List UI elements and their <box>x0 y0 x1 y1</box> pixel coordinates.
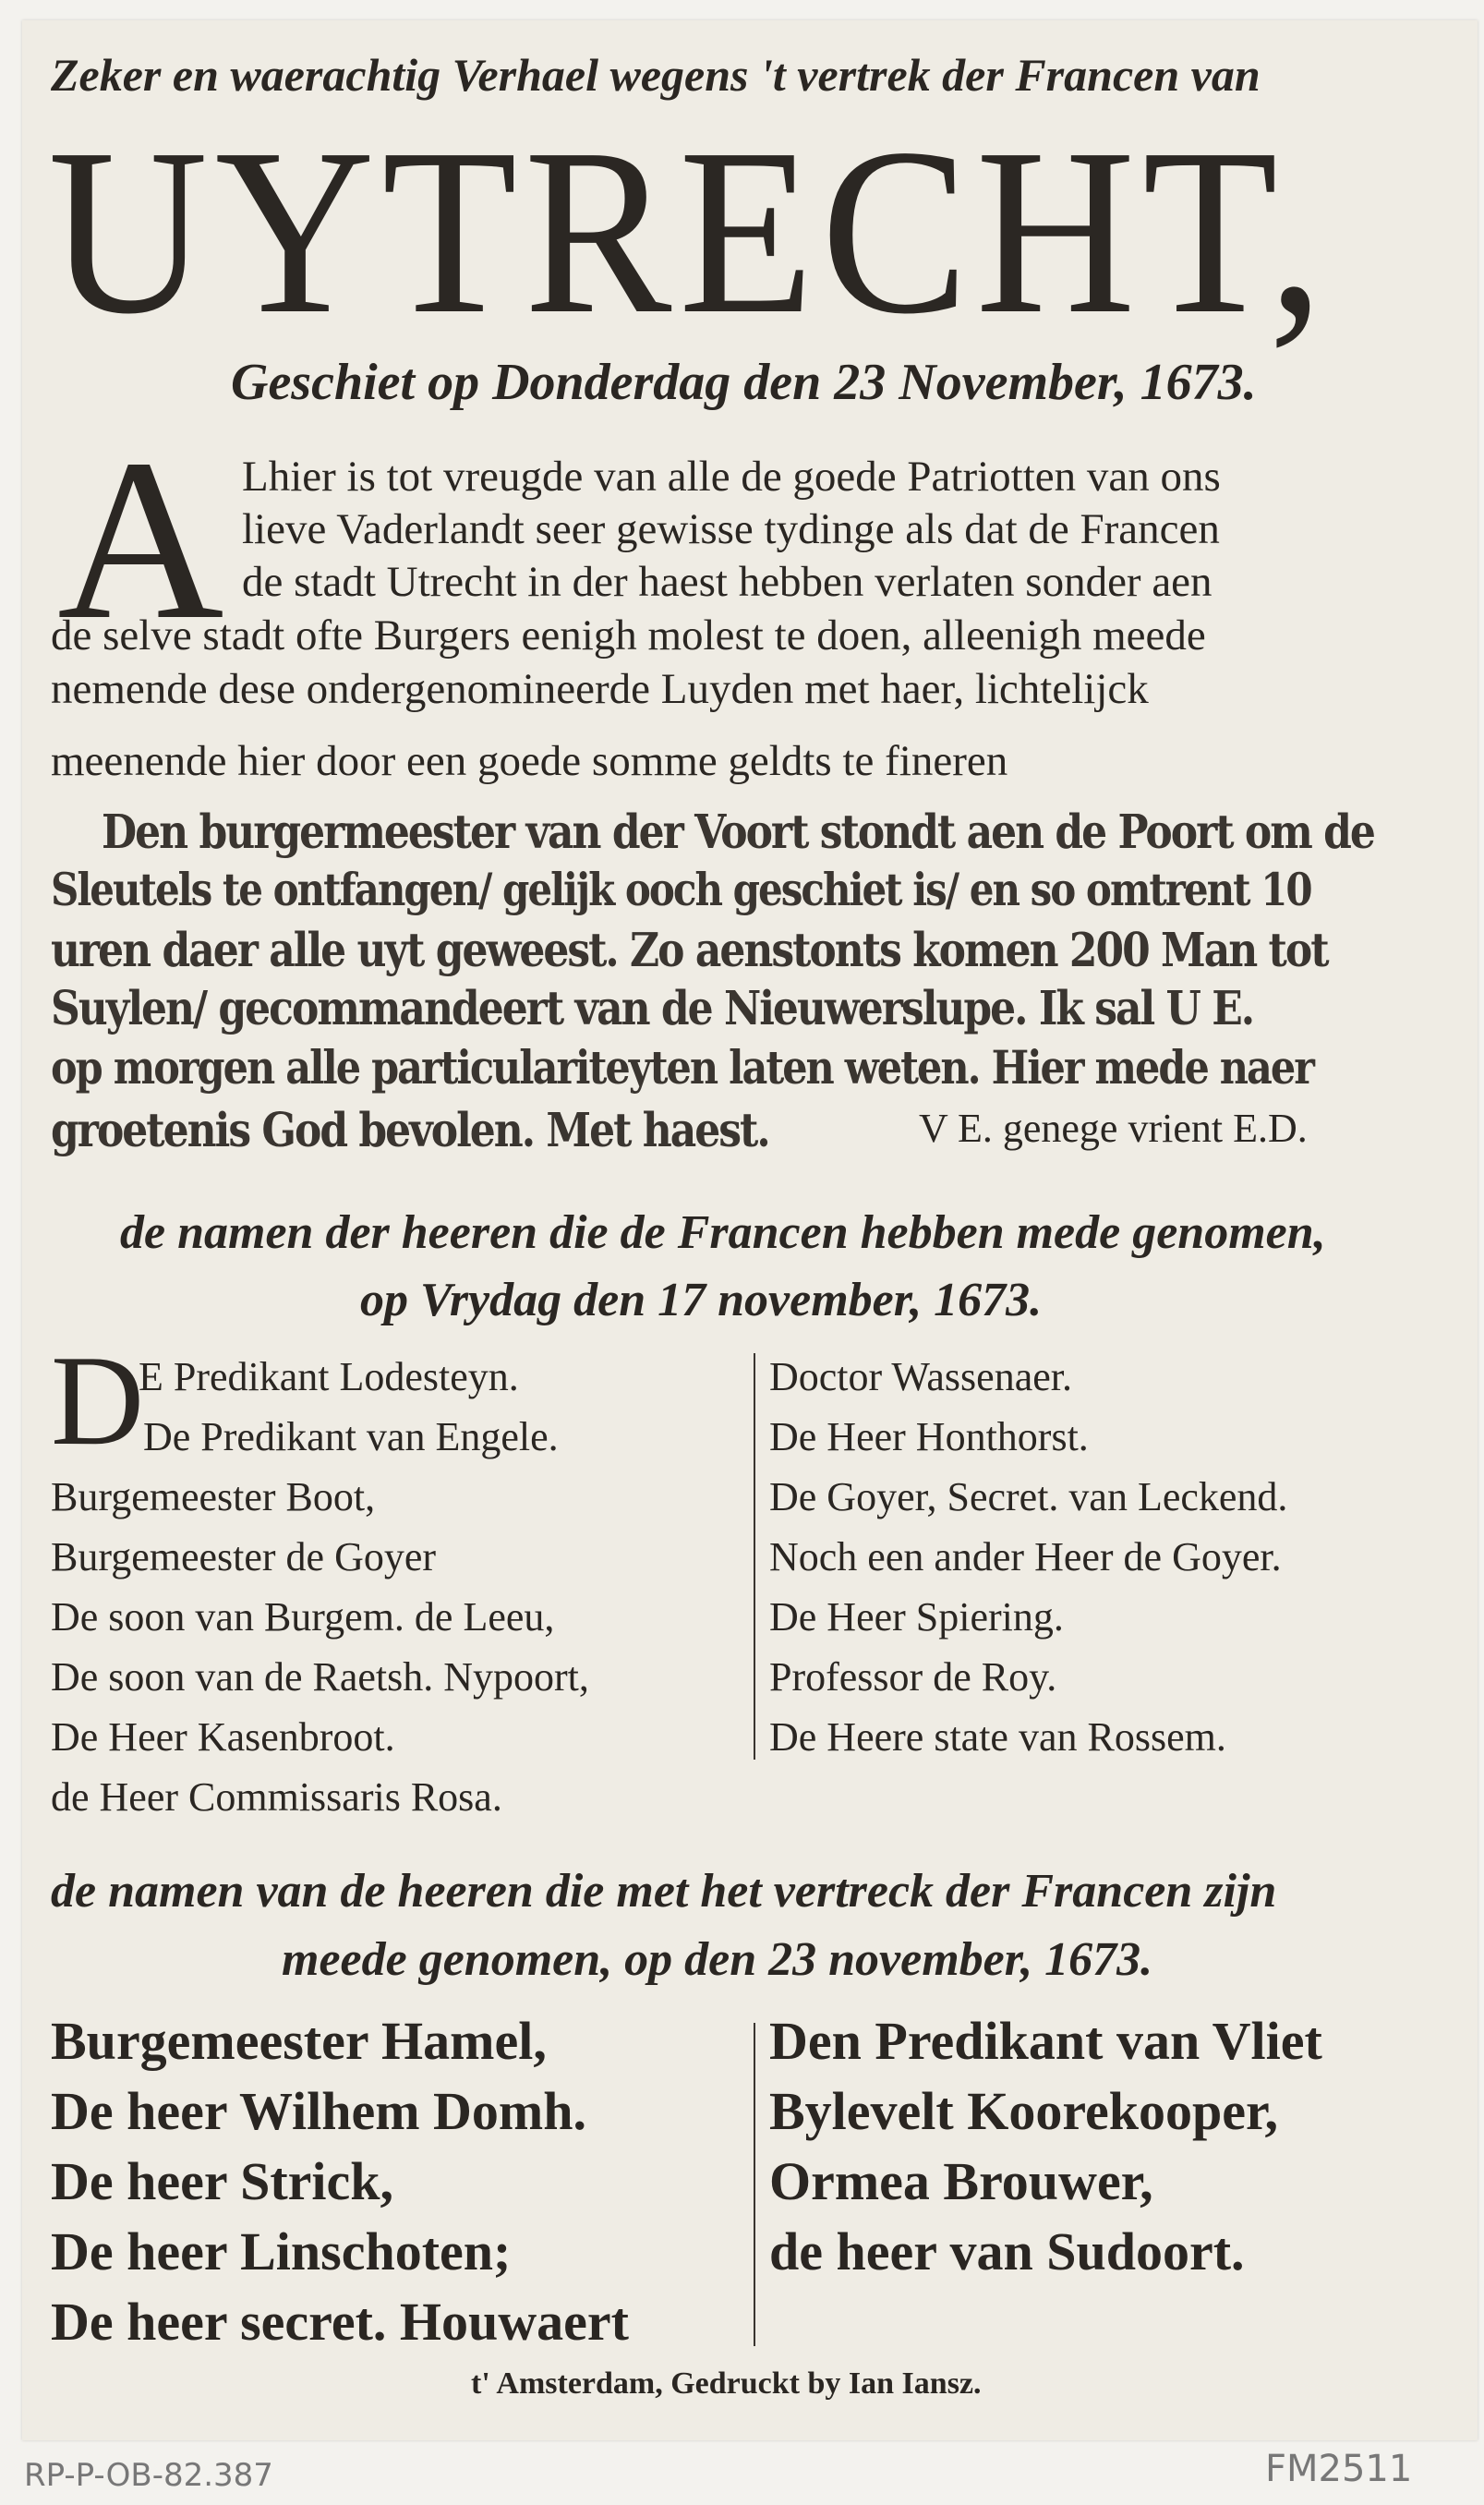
name-list-item: De soon van Burgem. de Leeu, <box>51 1594 555 1640</box>
section1-heading: op Vrydag den 17 november, 1673. <box>360 1274 1043 1326</box>
blackletter-line: uren daer alle uyt geweest. Zo aenstonts komen 200 Man tot <box>51 924 1328 978</box>
intro-line: Lhier is tot vreugde van alle de goede Patriotten van ons <box>242 453 1221 501</box>
name-list-item: De Goyer, Secret. van Leckend. <box>769 1474 1288 1519</box>
name-list-item: De Heere state van Rossem. <box>769 1714 1226 1760</box>
section1-heading: de namen der heeren die de Francen hebben mede genomen, <box>120 1206 1326 1259</box>
intro-line: de stadt Utrecht in der haest hebben verlaten sonder aen <box>242 558 1213 606</box>
blackletter-line: Suylen/ gecommandeert van de Nieuwerslupe. Ik sal U E. <box>51 982 1254 1036</box>
blackletter-line: Sleutels te ontfangen/ gelijk ooch geschiet is/ en so omtrent 10 <box>51 864 1311 916</box>
name-list-item: Burgemeester Hamel, <box>51 2011 547 2071</box>
drop-cap-a: A <box>57 412 224 668</box>
name-list-item: De Heer Honthorst. <box>769 1414 1089 1459</box>
name-list-item: De heer secret. Houwaert <box>51 2292 629 2352</box>
name-list-item: Burgemeester de Goyer <box>51 1534 437 1579</box>
name-list-item: Bylevelt Koorekooper, <box>769 2081 1278 2141</box>
name-list-item: Den Predikant van Vliet <box>769 2011 1322 2071</box>
name-list-item: De heer Linschoten; <box>51 2221 512 2281</box>
name-list-item: De Heer Spiering. <box>769 1594 1064 1640</box>
intro-line: lieve Vaderlandt seer gewisse tydinge als dat de Francen <box>242 505 1220 553</box>
subtitle-top: Zeker en waerachtig Verhael wegens 't vertrek der Francen van <box>51 49 1261 101</box>
intro-line: nemende dese ondergenomineerde Luyden met haer, lichtelijck <box>51 665 1149 713</box>
blackletter-line: groetenis God bevolen. Met haest. <box>51 1104 769 1158</box>
name-list-item: Professor de Roy. <box>769 1654 1057 1700</box>
date-line: Geschiet op Donderdag den 23 November, 1673. <box>231 354 1257 411</box>
name-list-item: Ormea Brouwer, <box>769 2151 1153 2211</box>
section2-heading: meede genomen, op den 23 november, 1673. <box>282 1933 1153 1986</box>
name-list-item: de Heer Commissaris Rosa. <box>51 1774 502 1820</box>
intro-line: meenende hier door een goede somme geldts te fineren <box>51 737 1008 785</box>
name-list-item: De Predikant van Engele. <box>143 1414 559 1459</box>
column-divider <box>754 1353 755 1760</box>
headline: UYTRECHT, <box>48 99 1331 363</box>
name-list-item: de heer van Sudoort. <box>769 2221 1245 2281</box>
signature: V E. genege vrient E.D. <box>919 1106 1308 1151</box>
drop-cap-d: D <box>51 1329 145 1472</box>
archive-label-right: FM2511 <box>1265 2448 1413 2490</box>
name-list-item: Doctor Wassenaer. <box>769 1354 1072 1399</box>
name-list-item: De heer Wilhem Domh. <box>51 2081 586 2141</box>
name-list-item: Noch een ander Heer de Goyer. <box>769 1534 1282 1579</box>
name-list-item: Burgemeester Boot, <box>51 1474 376 1519</box>
name-list-item: E Predikant Lodesteyn. <box>139 1354 519 1399</box>
intro-line: de selve stadt ofte Burgers eenigh molest te doen, alleenigh meede <box>51 611 1206 660</box>
name-list-item: De heer Strick, <box>51 2151 393 2211</box>
column-divider <box>754 2023 755 2346</box>
section2-heading: de namen van de heeren die met het vertreck der Francen zijn <box>51 1865 1277 1918</box>
blackletter-line: Den burgermeester van der Voort stondt aen de Poort om de <box>102 805 1374 860</box>
archive-label-left: RP-P-OB-82.387 <box>24 2457 273 2494</box>
name-list-item: De Heer Kasenbroot. <box>51 1714 395 1760</box>
imprint: t' Amsterdam, Gedruckt by Ian Iansz. <box>471 2366 982 2401</box>
blackletter-line: op morgen alle particulariteyten laten weten. Hier mede naer <box>51 1042 1313 1095</box>
name-list-item: De soon van de Raetsh. Nypoort, <box>51 1654 589 1700</box>
